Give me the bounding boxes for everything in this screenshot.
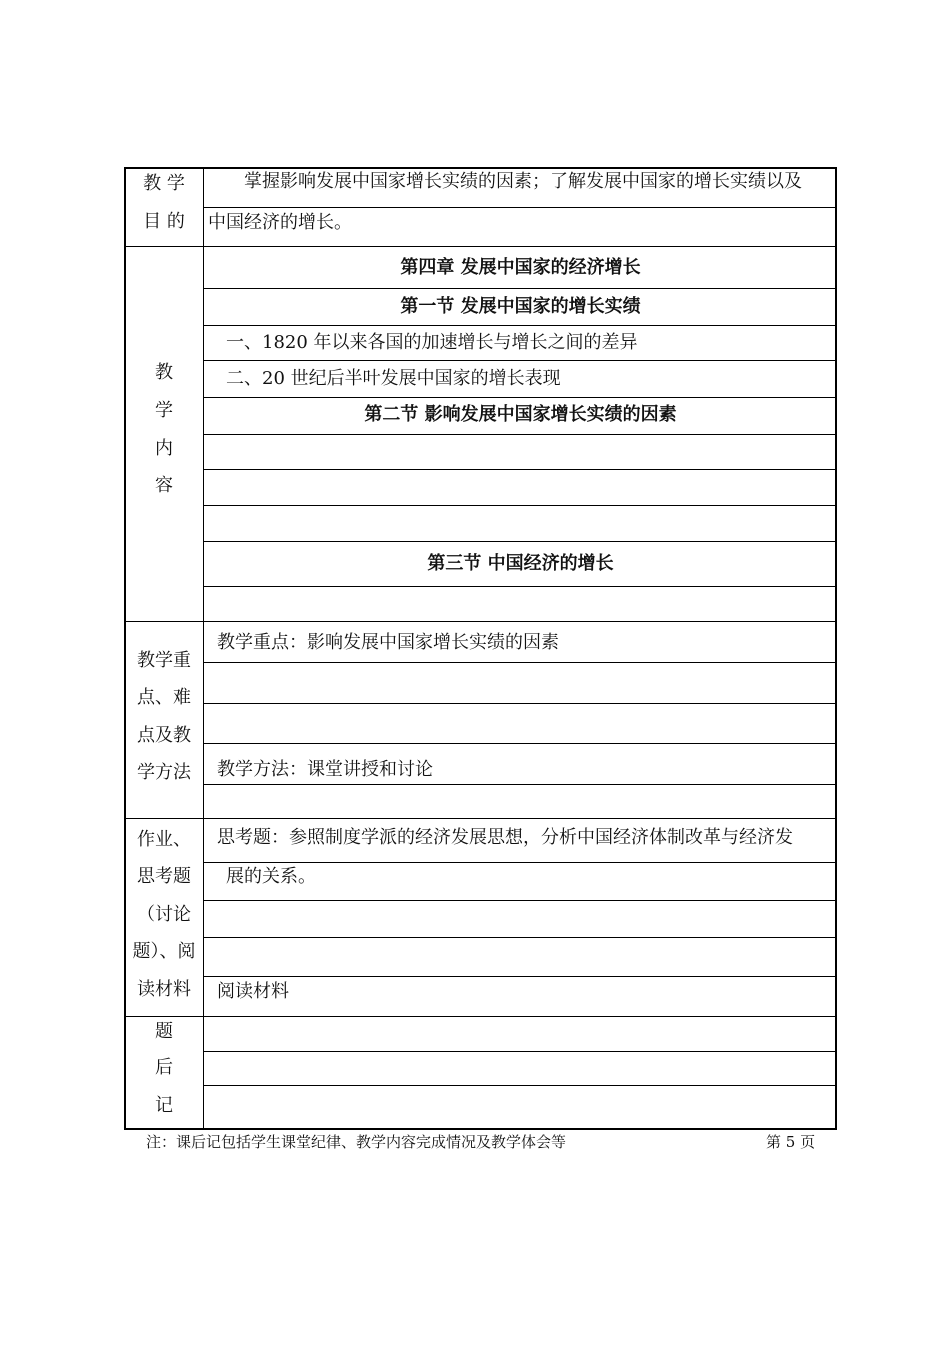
label-line: 点、难 — [137, 687, 191, 708]
section-divider — [124, 1016, 837, 1017]
section-3-title: 第三节 中国经济的增长 — [427, 553, 614, 574]
row-divider — [204, 207, 837, 208]
label-line: 容 — [155, 475, 173, 496]
row-divider — [204, 1085, 837, 1086]
row-divider — [204, 360, 837, 361]
label-line: 题 — [155, 1021, 173, 1042]
row-divider — [204, 703, 837, 704]
section-divider — [124, 621, 837, 622]
label-line: 教 — [155, 362, 173, 383]
section-1-item-2: 二、20 世纪后半叶发展中国家的增长表现 — [226, 368, 561, 389]
objectives-line-2: 中国经济的增长。 — [208, 212, 352, 233]
question-line-2: 展的关系。 — [226, 866, 316, 887]
label-line: 点及教 — [137, 725, 191, 746]
label-line: 题）、阅 — [132, 941, 196, 962]
row-divider — [204, 434, 837, 435]
label-line: 学方法 — [137, 762, 191, 783]
label-line: （讨论 — [137, 904, 191, 925]
label-line: 作业、 — [137, 829, 191, 850]
row-divider — [204, 937, 837, 938]
label-line: 目 的 — [143, 211, 185, 232]
objectives-line-1: 掌握影响发展中国家增长实绩的因素；了解发展中国家的增长实绩以及 — [244, 171, 802, 192]
chapter-title: 第四章 发展中国家的经济增长 — [400, 257, 641, 278]
row-divider — [204, 325, 837, 326]
label-line: 记 — [155, 1095, 173, 1116]
row-divider — [204, 469, 837, 470]
row-divider — [204, 505, 837, 506]
row-divider — [204, 976, 837, 977]
label-line: 教 学 — [143, 173, 185, 194]
label-line: 后 — [155, 1057, 173, 1078]
row-divider — [204, 288, 837, 289]
label-line: 读材料 — [137, 979, 191, 1000]
row-divider — [204, 784, 837, 785]
section-divider — [124, 246, 837, 247]
row-divider — [204, 862, 837, 863]
label-line: 学 — [155, 400, 173, 421]
section-divider — [124, 818, 837, 819]
section-2-title: 第二节 影响发展中国家增长实绩的因素 — [364, 404, 677, 425]
row-divider — [204, 900, 837, 901]
row-divider — [204, 1051, 837, 1052]
row-divider — [204, 541, 837, 542]
label-homework — [124, 819, 204, 1016]
row-divider — [204, 743, 837, 744]
footer-note: 注：课后记包括学生课堂纪律、教学内容完成情况及教学体会等 — [146, 1133, 567, 1151]
row-divider — [204, 586, 837, 587]
key-difficulty-text: 教学重点：影响发展中国家增长实绩的因素 — [217, 632, 559, 653]
page-number: 第 5 页 — [766, 1133, 816, 1151]
label-postscript — [124, 1017, 204, 1130]
reading-material-text: 阅读材料 — [217, 981, 289, 1002]
row-divider — [204, 397, 837, 398]
label-line: 教学重 — [137, 650, 191, 671]
label-line: 内 — [155, 438, 173, 459]
section-1-title: 第一节 发展中国家的增长实绩 — [400, 296, 641, 317]
row-divider — [204, 662, 837, 663]
section-1-item-1: 一、1820 年以来各国的加速增长与增长之间的差异 — [226, 332, 638, 353]
label-keypoints — [124, 622, 204, 818]
teaching-method-text: 教学方法：课堂讲授和讨论 — [217, 759, 433, 780]
label-content — [124, 247, 204, 621]
label-objectives — [124, 167, 204, 247]
question-line-1: 思考题：参照制度学派的经济发展思想，分析中国经济体制改革与经济发 — [217, 827, 793, 848]
label-line: 思考题 — [137, 866, 191, 887]
